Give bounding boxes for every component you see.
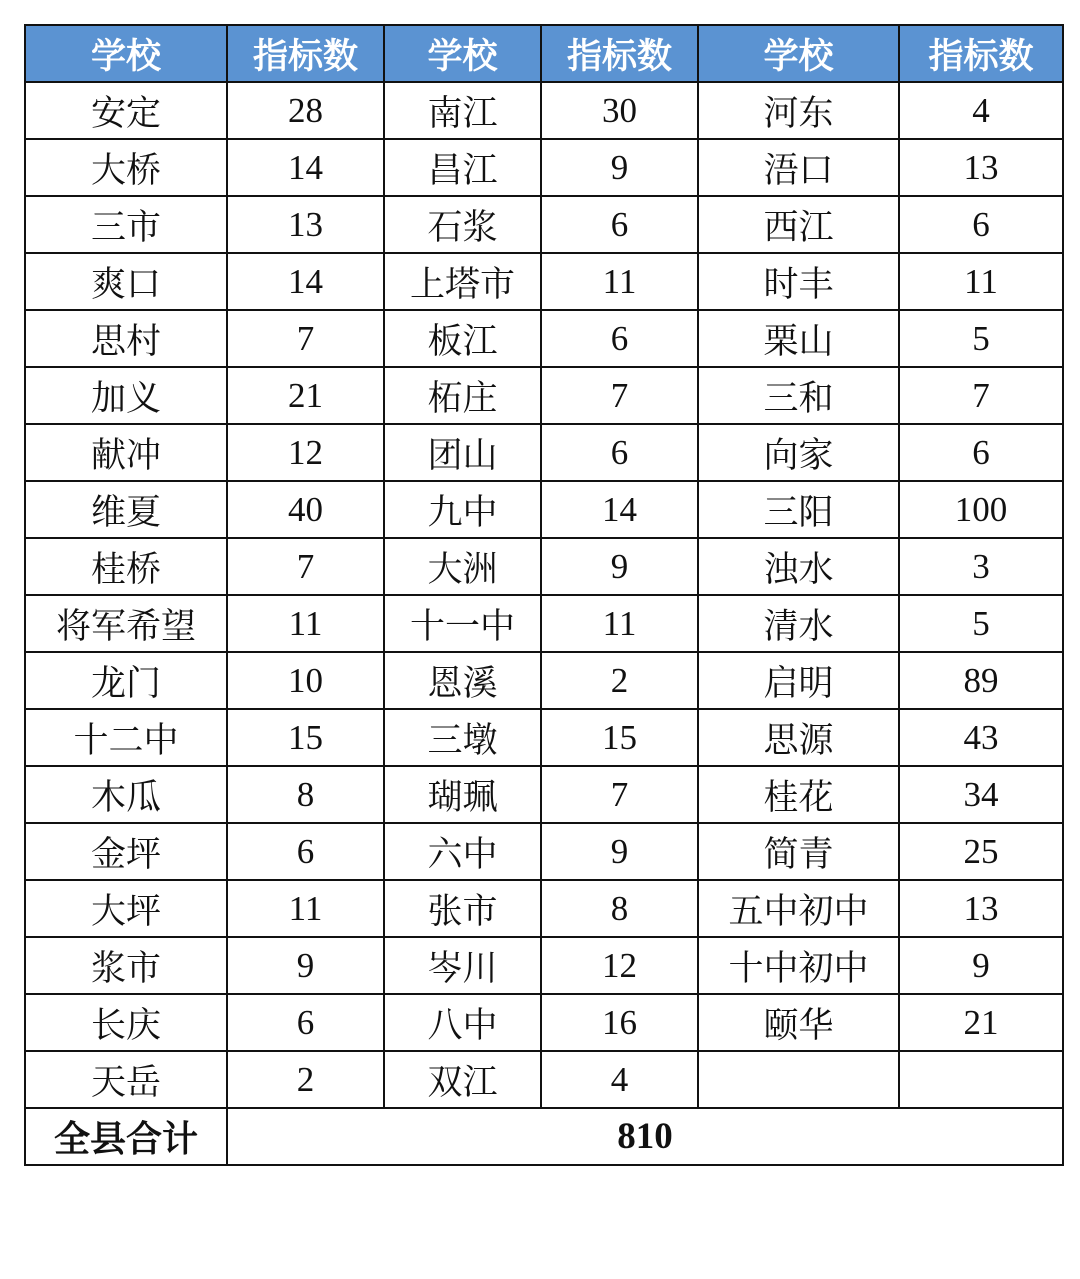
school-name-cell: 双江	[384, 1051, 541, 1108]
quota-cell: 100	[899, 481, 1063, 538]
quota-cell: 14	[541, 481, 698, 538]
quota-cell: 89	[899, 652, 1063, 709]
quota-cell: 15	[541, 709, 698, 766]
quota-cell: 5	[899, 310, 1063, 367]
header-quota-1: 指标数	[227, 25, 384, 82]
school-name-cell: 思源	[698, 709, 899, 766]
quota-cell: 14	[227, 139, 384, 196]
quota-cell: 7	[541, 367, 698, 424]
quota-cell: 21	[899, 994, 1063, 1051]
school-name-cell: 桂桥	[25, 538, 227, 595]
school-name-cell: 六中	[384, 823, 541, 880]
school-name-cell: 向家	[698, 424, 899, 481]
header-school-2: 学校	[384, 25, 541, 82]
table-row	[25, 595, 1063, 652]
school-name-cell: 加义	[25, 367, 227, 424]
quota-cell: 6	[227, 823, 384, 880]
table-row	[25, 766, 1063, 823]
quota-cell: 12	[541, 937, 698, 994]
table-row	[25, 823, 1063, 880]
quota-cell: 4	[541, 1051, 698, 1108]
table-row	[25, 994, 1063, 1051]
quota-cell: 6	[541, 196, 698, 253]
school-name-cell	[698, 1051, 899, 1108]
school-name-cell: 栗山	[698, 310, 899, 367]
table-row	[25, 196, 1063, 253]
quota-cell: 13	[899, 880, 1063, 937]
table-row	[25, 538, 1063, 595]
quota-cell: 9	[227, 937, 384, 994]
school-name-cell: 简青	[698, 823, 899, 880]
school-name-cell: 西江	[698, 196, 899, 253]
header-school-1: 学校	[25, 25, 227, 82]
school-name-cell: 五中初中	[698, 880, 899, 937]
table-row	[25, 709, 1063, 766]
table-row	[25, 481, 1063, 538]
quota-cell: 6	[227, 994, 384, 1051]
school-name-cell: 岑川	[384, 937, 541, 994]
table-row	[25, 652, 1063, 709]
quota-cell: 5	[899, 595, 1063, 652]
quota-cell: 11	[541, 253, 698, 310]
quota-cell: 7	[899, 367, 1063, 424]
school-name-cell: 十二中	[25, 709, 227, 766]
quota-cell: 2	[541, 652, 698, 709]
quota-cell: 7	[227, 310, 384, 367]
total-label: 全县合计	[25, 1108, 227, 1165]
school-name-cell: 金坪	[25, 823, 227, 880]
quota-cell: 34	[899, 766, 1063, 823]
school-name-cell: 三市	[25, 196, 227, 253]
school-name-cell: 十一中	[384, 595, 541, 652]
quota-cell: 9	[541, 139, 698, 196]
quota-cell: 40	[227, 481, 384, 538]
table-row	[25, 1051, 1063, 1108]
school-name-cell: 昌江	[384, 139, 541, 196]
quota-cell: 8	[541, 880, 698, 937]
table-row	[25, 880, 1063, 937]
quota-cell: 25	[899, 823, 1063, 880]
school-name-cell: 时丰	[698, 253, 899, 310]
school-name-cell: 上塔市	[384, 253, 541, 310]
total-value: 810	[227, 1108, 1063, 1165]
school-name-cell: 浆市	[25, 937, 227, 994]
school-name-cell: 木瓜	[25, 766, 227, 823]
quota-cell: 13	[899, 139, 1063, 196]
school-name-cell: 龙门	[25, 652, 227, 709]
school-name-cell: 大坪	[25, 880, 227, 937]
school-name-cell: 颐华	[698, 994, 899, 1051]
school-name-cell: 桂花	[698, 766, 899, 823]
school-name-cell: 三阳	[698, 481, 899, 538]
quota-cell: 16	[541, 994, 698, 1051]
total-row	[25, 1108, 1063, 1165]
school-name-cell: 恩溪	[384, 652, 541, 709]
quota-cell: 7	[541, 766, 698, 823]
table-row	[25, 310, 1063, 367]
table-row	[25, 367, 1063, 424]
quota-cell	[899, 1051, 1063, 1108]
quota-cell: 3	[899, 538, 1063, 595]
quota-cell: 10	[227, 652, 384, 709]
school-name-cell: 柘庄	[384, 367, 541, 424]
school-name-cell: 石浆	[384, 196, 541, 253]
quota-cell: 7	[227, 538, 384, 595]
school-name-cell: 瑚珮	[384, 766, 541, 823]
quota-cell: 9	[541, 538, 698, 595]
school-name-cell: 张市	[384, 880, 541, 937]
quota-cell: 6	[541, 310, 698, 367]
quota-cell: 11	[899, 253, 1063, 310]
table-row	[25, 937, 1063, 994]
quota-cell: 9	[541, 823, 698, 880]
school-name-cell: 维夏	[25, 481, 227, 538]
quota-cell: 9	[899, 937, 1063, 994]
table-row	[25, 253, 1063, 310]
school-name-cell: 三和	[698, 367, 899, 424]
school-name-cell: 九中	[384, 481, 541, 538]
school-name-cell: 大桥	[25, 139, 227, 196]
header-quota-2: 指标数	[541, 25, 698, 82]
header-row	[25, 25, 1063, 82]
quota-cell: 11	[227, 880, 384, 937]
quota-cell: 12	[227, 424, 384, 481]
school-name-cell: 安定	[25, 82, 227, 139]
school-name-cell: 将军希望	[25, 595, 227, 652]
school-name-cell: 献冲	[25, 424, 227, 481]
school-name-cell: 浯口	[698, 139, 899, 196]
quota-cell: 13	[227, 196, 384, 253]
school-name-cell: 长庆	[25, 994, 227, 1051]
school-name-cell: 南江	[384, 82, 541, 139]
quota-cell: 30	[541, 82, 698, 139]
school-name-cell: 三墩	[384, 709, 541, 766]
quota-cell: 15	[227, 709, 384, 766]
table-row	[25, 424, 1063, 481]
quota-cell: 8	[227, 766, 384, 823]
school-name-cell: 天岳	[25, 1051, 227, 1108]
school-name-cell: 思村	[25, 310, 227, 367]
quota-cell: 6	[541, 424, 698, 481]
quota-cell: 6	[899, 196, 1063, 253]
quota-cell: 2	[227, 1051, 384, 1108]
school-name-cell: 十中初中	[698, 937, 899, 994]
header-school-3: 学校	[698, 25, 899, 82]
quota-cell: 28	[227, 82, 384, 139]
school-name-cell: 浊水	[698, 538, 899, 595]
quota-cell: 21	[227, 367, 384, 424]
quota-cell: 11	[227, 595, 384, 652]
header-quota-3: 指标数	[899, 25, 1063, 82]
school-name-cell: 爽口	[25, 253, 227, 310]
quota-cell: 6	[899, 424, 1063, 481]
quota-cell: 43	[899, 709, 1063, 766]
table-row	[25, 139, 1063, 196]
school-name-cell: 清水	[698, 595, 899, 652]
quota-cell: 4	[899, 82, 1063, 139]
quota-cell: 11	[541, 595, 698, 652]
school-name-cell: 大洲	[384, 538, 541, 595]
quota-table	[24, 24, 1064, 1166]
school-name-cell: 团山	[384, 424, 541, 481]
table-row	[25, 82, 1063, 139]
school-name-cell: 河东	[698, 82, 899, 139]
school-name-cell: 板江	[384, 310, 541, 367]
school-name-cell: 八中	[384, 994, 541, 1051]
school-name-cell: 启明	[698, 652, 899, 709]
quota-cell: 14	[227, 253, 384, 310]
